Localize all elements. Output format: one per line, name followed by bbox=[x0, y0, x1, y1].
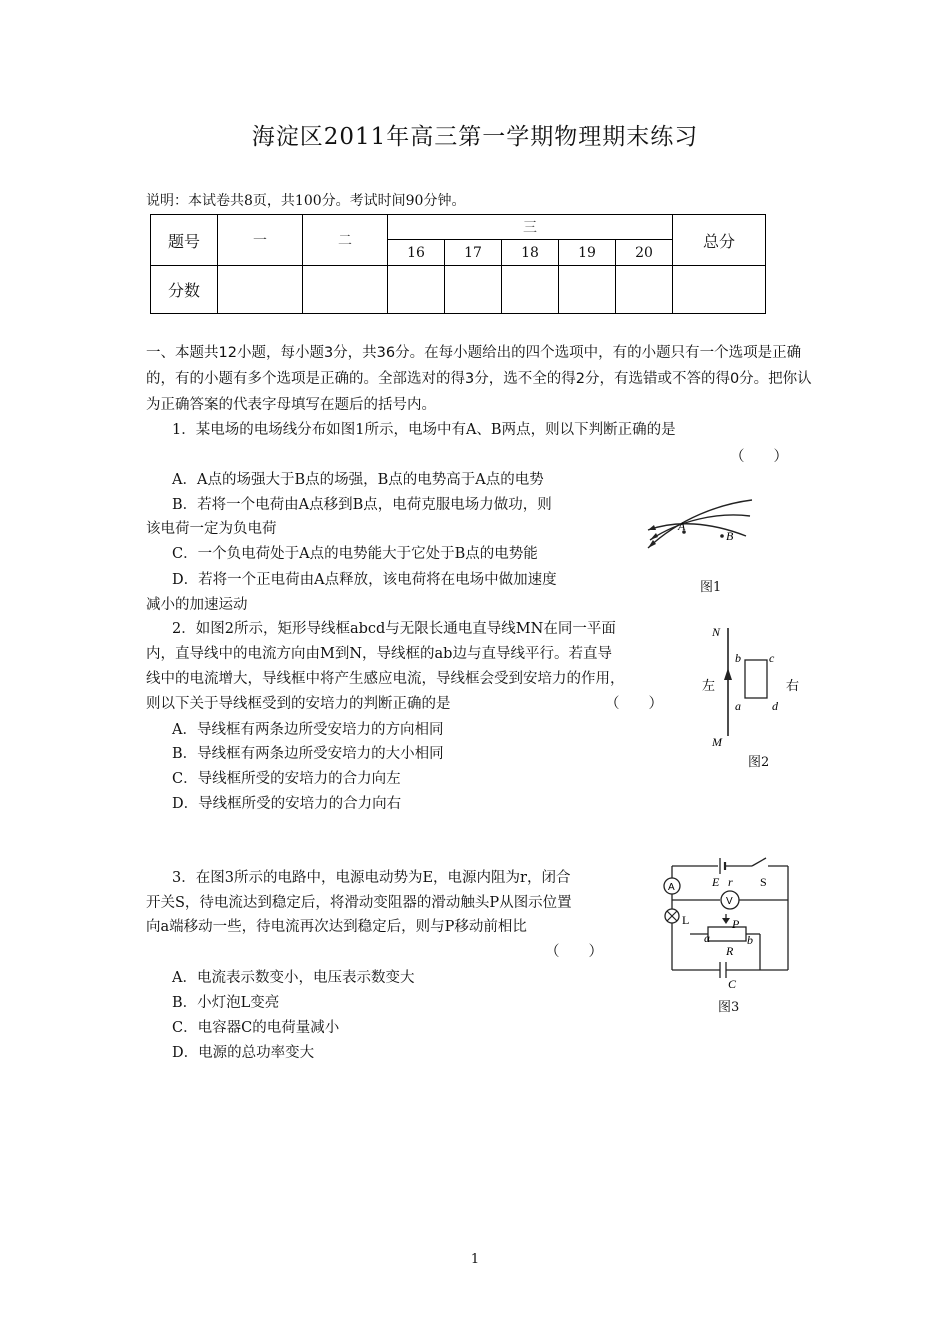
row-label-question: 题号 bbox=[151, 215, 218, 266]
q1-option-d-cont: 减小的加速运动 bbox=[146, 597, 248, 613]
q1-option-d: D．若将一个正电荷由A点释放，该电荷将在电场中做加速度 bbox=[172, 572, 557, 588]
fig2-label-m: M bbox=[712, 735, 722, 749]
fig3-label-s: S bbox=[760, 875, 767, 889]
q1-stem: 1．某电场的电场线分布如图1所示，电场中有A、B两点，则以下判断正确的是 bbox=[172, 422, 676, 438]
figure-2-caption: 图2 bbox=[748, 755, 770, 770]
q3-stem-1: 3．在图3所示的电路中，电源电动势为E，电源内阻为r，闭合 bbox=[172, 870, 571, 886]
figure-3-caption: 图3 bbox=[718, 1000, 740, 1015]
score-cell[interactable] bbox=[218, 266, 303, 314]
score-cell[interactable] bbox=[616, 266, 673, 314]
q2-stem-2: 内，直导线中的电流方向由M到N，导线框的ab边与直导线平行。若直导 bbox=[146, 646, 612, 662]
page-title: 海淀区2011年高三第一学期物理期末练习 bbox=[251, 124, 699, 150]
q3-option-c: C．电容器C的电荷量减小 bbox=[172, 1020, 340, 1036]
score-table bbox=[150, 214, 766, 314]
fig2-label-a: a bbox=[735, 699, 741, 713]
q1-option-b-cont: 该电荷一定为负电荷 bbox=[146, 521, 277, 537]
col-one: 一 bbox=[218, 215, 303, 266]
score-cell[interactable] bbox=[673, 266, 766, 314]
q3-bracket: （ ） bbox=[545, 944, 603, 960]
figure-3-circuit bbox=[660, 852, 800, 992]
score-cell[interactable] bbox=[303, 266, 388, 314]
sub-col: 20 bbox=[616, 240, 673, 266]
col-two: 二 bbox=[303, 215, 388, 266]
fig2-label-b: b bbox=[735, 651, 741, 665]
q3-stem-3: 向a端移动一些，待电流再次达到稳定后，则与P移动前相比 bbox=[146, 919, 527, 935]
sub-col: 19 bbox=[559, 240, 616, 266]
fig3-label-big-r: R bbox=[726, 944, 734, 958]
sub-col: 16 bbox=[388, 240, 445, 266]
q2-stem-1: 2．如图2所示，矩形导线框abcd与无限长通电直导线MN在同一平面 bbox=[172, 621, 616, 637]
page-number: 1 bbox=[470, 1252, 480, 1267]
figure-1-caption: 图1 bbox=[700, 580, 722, 595]
fig3-label-c: C bbox=[728, 977, 737, 991]
figure-1-field-lines bbox=[640, 490, 760, 560]
figure-2-wire-loop bbox=[700, 618, 810, 753]
row-label-score: 分数 bbox=[151, 266, 218, 314]
fig2-label-d: d bbox=[772, 699, 778, 713]
q2-bracket: （ ） bbox=[605, 696, 663, 712]
fig2-label-c: c bbox=[769, 651, 775, 665]
fig3-label-a: a bbox=[704, 931, 710, 945]
q2-option-a: A．导线框有两条边所受安培力的方向相同 bbox=[172, 722, 444, 738]
fig3-voltmeter: V bbox=[726, 896, 733, 907]
q1-option-b: B．若将一个电荷由A点移到B点，电荷克服电场力做功，则 bbox=[172, 497, 552, 513]
fig3-ammeter: A bbox=[668, 882, 675, 893]
score-cell[interactable] bbox=[559, 266, 616, 314]
score-cell[interactable] bbox=[502, 266, 559, 314]
score-cell[interactable] bbox=[388, 266, 445, 314]
fig3-label-b: b bbox=[747, 933, 753, 947]
q3-option-d: D．电源的总功率变大 bbox=[172, 1045, 315, 1061]
q1-option-a: A．A点的场强大于B点的场强，B点的电势高于A点的电势 bbox=[172, 472, 544, 488]
col-total: 总分 bbox=[673, 215, 766, 266]
q3-option-a: A．电流表示数变小，电压表示数变大 bbox=[172, 970, 415, 986]
score-cell[interactable] bbox=[445, 266, 502, 314]
fig2-label-n: N bbox=[712, 625, 721, 639]
q3-option-b: B．小灯泡L变亮 bbox=[172, 995, 280, 1011]
fig1-label-b: B bbox=[726, 529, 734, 543]
fig3-label-e: E bbox=[712, 875, 720, 889]
sub-col: 18 bbox=[502, 240, 559, 266]
col-three: 三 bbox=[388, 215, 673, 240]
q2-stem-4: 则以下关于导线框受到的安培力的判断正确的是 bbox=[146, 696, 451, 712]
q1-bracket: （ ） bbox=[730, 449, 788, 465]
q3-stem-2: 开关S，待电流达到稳定后，将滑动变阻器的滑动触头P从图示位置 bbox=[146, 895, 572, 911]
q1-option-c: C．一个负电荷处于A点的电势能大于它处于B点的电势能 bbox=[172, 546, 538, 562]
sub-col: 17 bbox=[445, 240, 502, 266]
fig3-label-p: P bbox=[732, 917, 740, 931]
q2-option-b: B．导线框有两条边所受安培力的大小相同 bbox=[172, 746, 444, 762]
q2-stem-3: 线中的电流增大，导线框中将产生感应电流，导线框会受到安培力的作用， bbox=[146, 671, 625, 687]
exam-note: 说明：本试卷共8页，共100分。考试时间90分钟。 bbox=[146, 193, 466, 209]
q2-option-d: D．导线框所受的安培力的合力向右 bbox=[172, 796, 402, 812]
fig3-label-l: L bbox=[682, 913, 690, 927]
fig2-label-right: 右 bbox=[786, 678, 800, 693]
fig2-label-left: 左 bbox=[702, 678, 716, 693]
fig3-label-r: r bbox=[728, 875, 733, 889]
q2-option-c: C．导线框所受的安培力的合力向左 bbox=[172, 771, 401, 787]
section-instructions: 一、本题共12小题，每小题3分，共36分。在每小题给出的四个选项中，有的小题只有一个选项是正确的，有的小题有多个选项是正确的。全部选对的得3分，选不全的得2分，有选错或不答的得0分。把你认为正确答案的代表字母填写在题后的括号内。 bbox=[146, 345, 812, 413]
fig1-label-a: A bbox=[678, 519, 686, 533]
